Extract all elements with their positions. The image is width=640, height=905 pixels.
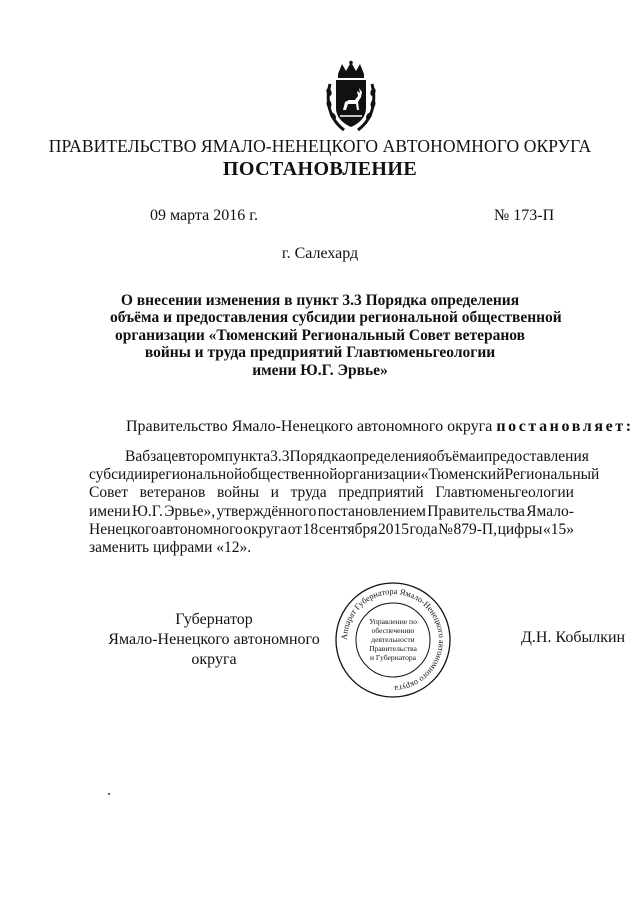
body-word: предприятий: [338, 484, 424, 502]
body-word: Ямало-: [526, 502, 574, 520]
body-word: В: [125, 448, 136, 465]
body-word: Порядка: [289, 448, 346, 465]
body-word: постановлением: [317, 502, 426, 520]
body-paragraph: [89, 448, 600, 557]
body-line: [89, 466, 600, 484]
body-word: региональной: [150, 466, 243, 484]
body-word: и: [270, 484, 279, 502]
body-word: автономного: [159, 520, 243, 538]
stamp-center-line: обеспечению: [371, 626, 415, 635]
body-word: и: [475, 448, 484, 465]
body-word: года: [409, 520, 438, 538]
stamp-center-line: деятельности: [371, 635, 415, 644]
title-line: О внесении изменения в пункт 3.3 Порядка определения: [120, 292, 520, 309]
body-word: труда: [290, 484, 327, 502]
signatory-title-line: Губернатор: [175, 611, 253, 628]
body-line: [89, 539, 574, 557]
body-word: 3.3: [270, 448, 290, 465]
body-line: [89, 503, 574, 521]
coat-of-arms-icon: [324, 60, 378, 134]
body-word: объёма: [428, 448, 476, 465]
body-word: Совет: [89, 484, 128, 502]
stamp-center-line: и Губернатора: [369, 653, 417, 662]
title-line: имени Ю.Г. Эрвье»: [252, 361, 388, 379]
body-word: утверждённого: [216, 502, 317, 520]
document-city: г. Салехард: [281, 245, 359, 262]
body-word: от: [287, 520, 303, 538]
body-word: абзаце: [135, 448, 179, 465]
body-word: Главтюменьгеологии: [435, 484, 574, 502]
body-word: сентября: [318, 520, 378, 538]
stamp-ring-text: Аппарат Губернатора Ямало-Ненецкого автономного округа: [339, 586, 447, 694]
official-stamp: [333, 580, 453, 700]
body-word: организации: [337, 466, 421, 484]
body-word: общественной: [242, 466, 338, 484]
scan-speck: [108, 793, 110, 795]
body-word: 18: [302, 520, 319, 538]
body-word: ветеранов: [139, 484, 206, 502]
document-date: 09 марта 2016 г.: [150, 207, 258, 224]
body-word: №: [438, 520, 453, 538]
resolution-verb: постановляет:: [496, 418, 634, 435]
document-number: № 173-П: [494, 207, 555, 224]
body-word: втором: [178, 448, 225, 465]
body-word: 2015: [377, 520, 409, 538]
resolution-prefix: Правительство Ямало-Ненецкого автономного округа: [126, 418, 497, 435]
body-line: [89, 521, 574, 539]
body-word: имени: [89, 502, 131, 520]
signatory-title-line: Ямало-Ненецкого автономного округа: [108, 631, 320, 668]
document-type: ПОСТАНОВЛЕНИЕ: [222, 158, 418, 180]
body-word: Ю.Г.: [131, 502, 163, 520]
signatory-name: Д.Н. Кобылкин: [521, 629, 626, 646]
body-word: войны: [217, 484, 259, 502]
body-line: [89, 448, 589, 466]
title-line: войны и труда предприятий Главтюменьгеологии: [144, 344, 496, 362]
body-word: субсидии: [89, 466, 151, 484]
body-word: определения: [345, 448, 429, 465]
body-word: «15»: [542, 520, 574, 538]
body-word: предоставления: [483, 448, 589, 465]
signatory-title: [89, 610, 339, 670]
body-word: Эрвье»,: [164, 502, 216, 520]
resolution-clause: [126, 418, 634, 436]
body-word: «Тюменский: [420, 466, 505, 484]
body-word: Правительства: [427, 502, 525, 520]
body-word: округа: [243, 520, 288, 538]
title-line: объёма и предоставления субсидии региональной общественной: [110, 309, 562, 327]
stamp-center-line: Правительства: [369, 644, 417, 653]
body-word: Ненецкого: [89, 520, 159, 538]
body-word: пункта: [224, 448, 271, 465]
body-word: цифры: [497, 520, 543, 538]
body-word: заменить цифрами «12».: [89, 539, 252, 557]
organization-name: ПРАВИТЕЛЬСТВО ЯМАЛО-НЕНЕЦКОГО АВТОНОМНОГО ОКРУГА: [48, 136, 592, 156]
body-word: Региональный: [504, 466, 600, 484]
body-word: 879-П,: [453, 520, 497, 538]
body-line: [89, 484, 574, 502]
stamp-center-line: Управление по: [369, 617, 417, 626]
document-title: [110, 292, 562, 379]
title-line: организации «Тюменский Региональный Совет ветеранов: [114, 326, 526, 344]
